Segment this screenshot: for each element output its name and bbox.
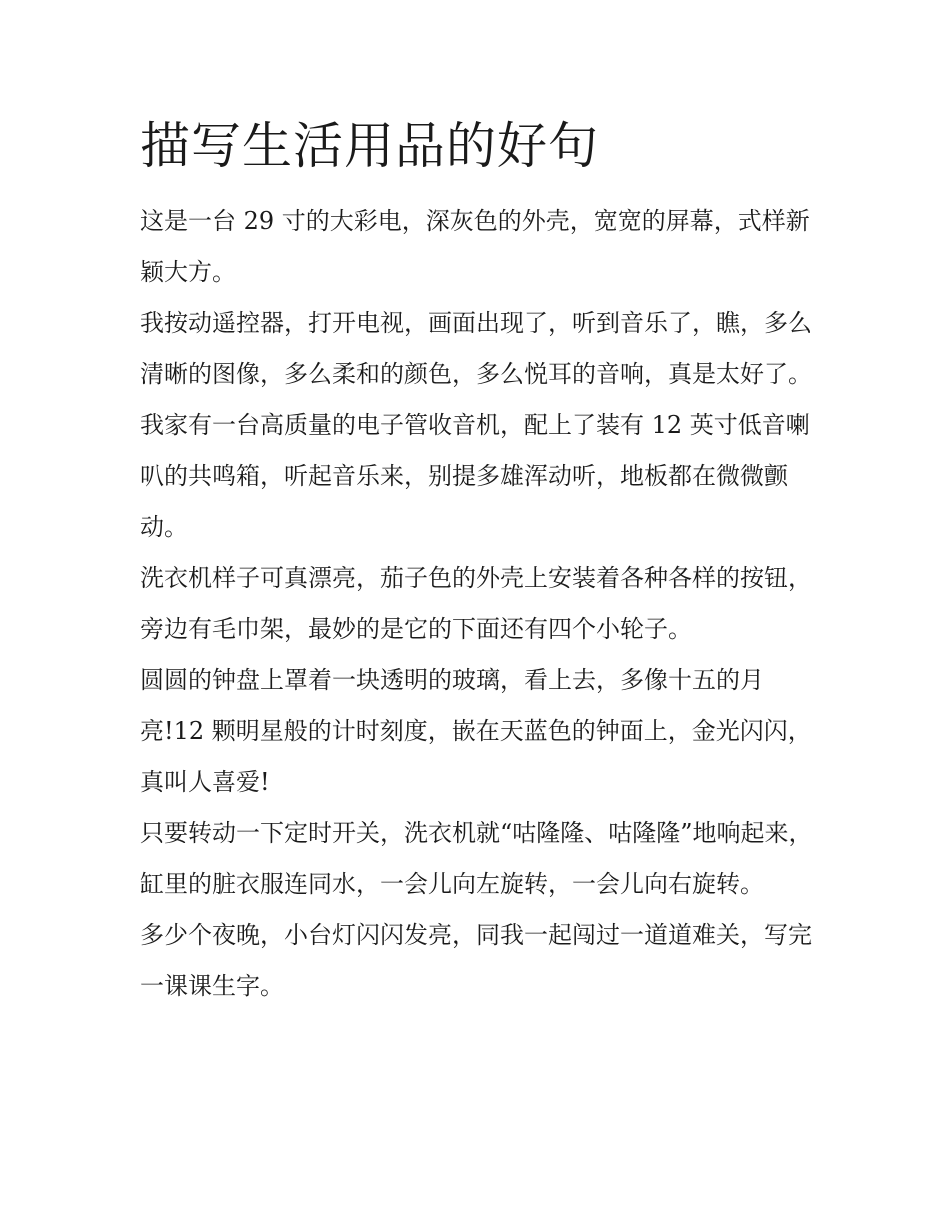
paragraph-washing-machine: 洗衣机样子可真漂亮，茄子色的外壳上安装着各种各样的按钮，旁边有毛巾架，最妙的是它的下面还有四个小轮子。 [140,564,812,643]
paragraph-tv-description: 这是一台 29 寸的大彩电，深灰色的外壳，宽宽的屏幕，式样新颖大方。 [140,207,810,286]
paragraph-radio: 我家有一台高质量的电子管收音机，配上了装有 12 英寸低音喇叭的共鸣箱，听起音乐来，别提多雄浑动听，地板都在微微颤动。 [140,411,810,541]
paragraph-remote-control: 我按动遥控器，打开电视，画面出现了，听到音乐了，瞧，多么清晰的图像，多么柔和的颜色，多么悦耳的音响，真是太好了。 [140,309,812,388]
document-title: 描写生活用品的好句 [140,117,599,175]
paragraph-washing-machine-running: 只要转动一下定时开关，洗衣机就“咕隆隆、咕隆隆”地响起来，缸里的脏衣服连同水，一会儿向左旋转，一会儿向右旋转。 [140,819,813,898]
paragraph-clock: 圆圆的钟盘上罩着一块透明的玻璃，看上去，多像十五的月亮!12 颗明星般的计时刻度，嵌在天蓝色的钟面上，金光闪闪，真叫人喜爱! [140,666,812,796]
paragraph-desk-lamp: 多少个夜晚，小台灯闪闪发亮，同我一起闯过一道道难关，写完一课课生字。 [140,921,812,1000]
document-page [140,110,820,1012]
